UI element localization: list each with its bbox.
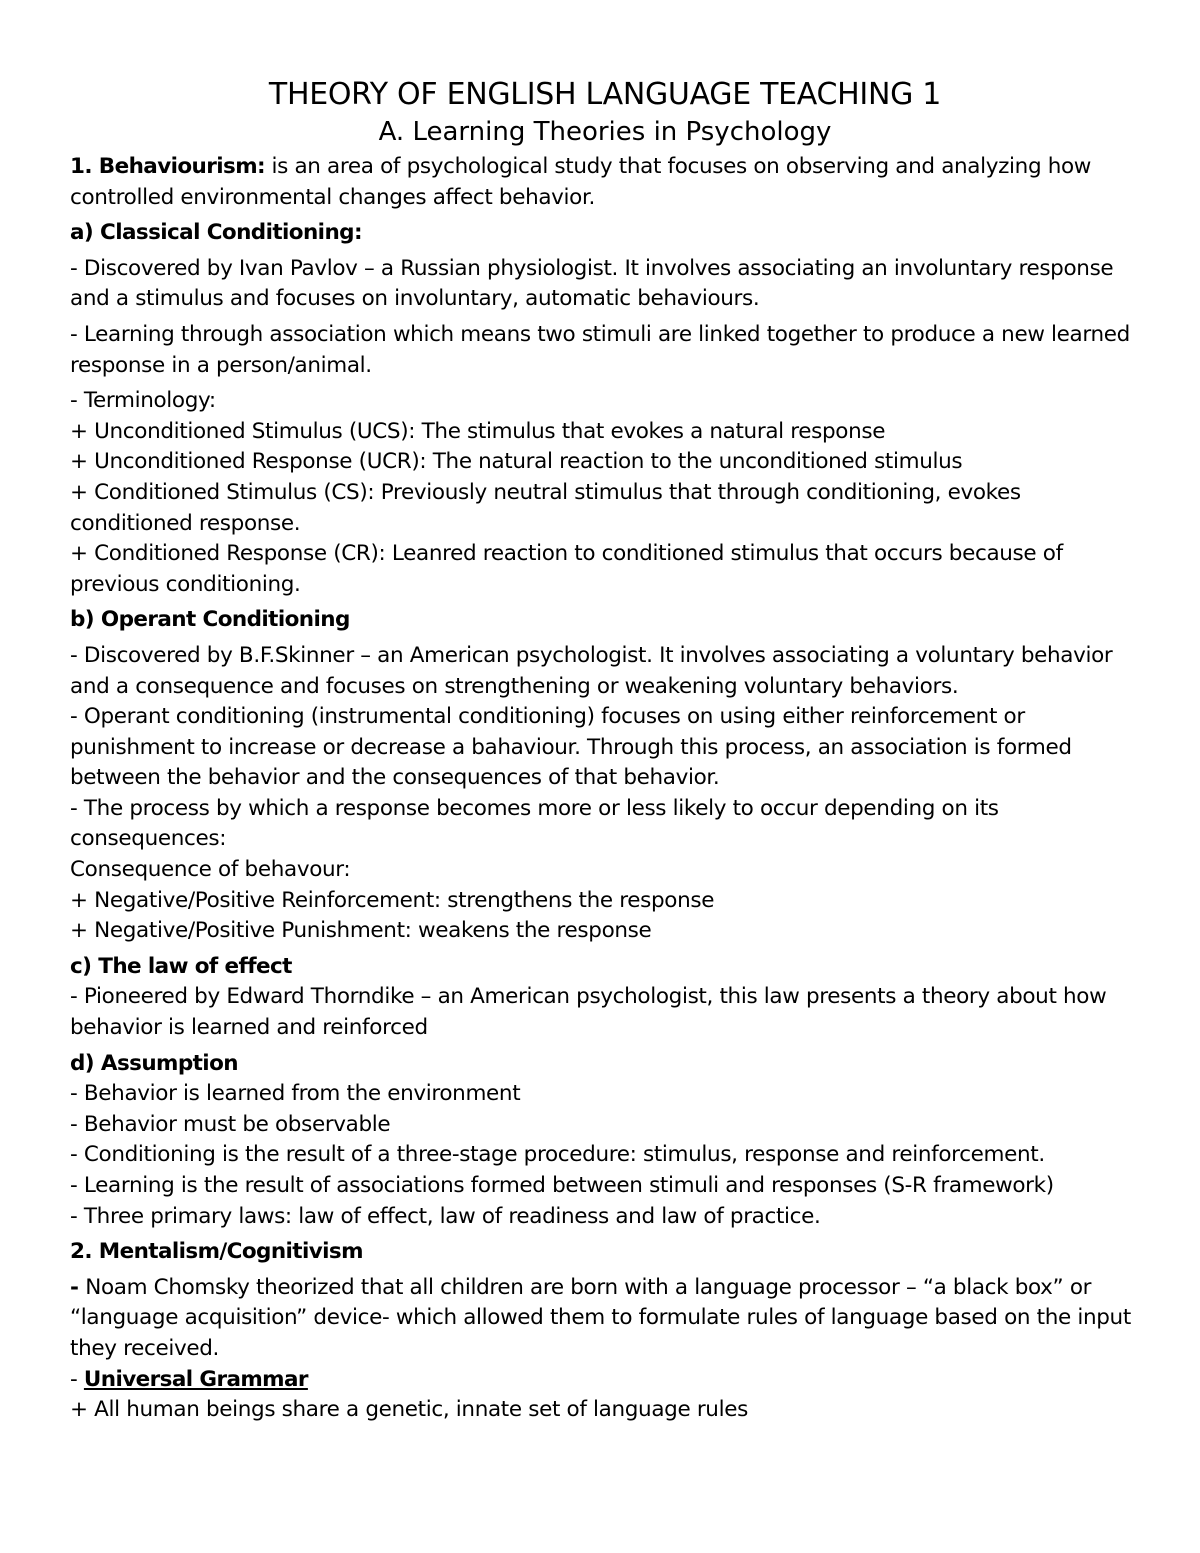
- mentalism-heading: 2. Mentalism/Cognitivism: [70, 1239, 363, 1265]
- consequence-label: Consequence of behavour:: [70, 857, 351, 883]
- term-ucs: + Unconditioned Stimulus (UCS): The stimulus that evokes a natural response: [70, 418, 886, 444]
- universal-grammar-label: Universal Grammar: [83, 1366, 308, 1392]
- assumption-heading: d) Assumption: [70, 1050, 238, 1076]
- operant-heading: b) Operant Conditioning: [70, 607, 350, 633]
- term-cs: + Conditioned Stimulus (CS): Previously neutral stimulus that through conditioning, evokes conditioned response.: [70, 479, 1021, 536]
- universal-grammar-line: [70, 1365, 1140, 1396]
- assumption-item: - Learning is the result of associations formed between stimuli and responses (S-R framework): [70, 1173, 1054, 1198]
- ug-dash: -: [70, 1366, 84, 1392]
- law-of-effect-p1: - Pioneered by Edward Thorndike – an American psychologist, this law presents a theory about how behavior is learned and reinforced: [70, 984, 1107, 1041]
- reinforcement-item: + Negative/Positive Reinforcement: strengthens the response: [70, 887, 715, 913]
- assumption-item: - Behavior must be observable: [70, 1111, 391, 1137]
- section-subtitle: A. Learning Theories in Psychology: [378, 117, 832, 147]
- law-of-effect-heading: c) The law of effect: [70, 953, 292, 979]
- mentalism-p1: [70, 1273, 1140, 1365]
- behaviourism-paragraph: [70, 152, 1140, 213]
- term-cr: + Conditioned Response (CR): Leanred reaction to conditioned stimulus that occurs because of previous conditioning.: [70, 541, 1063, 597]
- assumption-item: - Conditioning is the result of a three-stage procedure: stimulus, response and reinforcement.: [70, 1142, 1045, 1168]
- operant-p1: - Discovered by B.F.Skinner – an American psychologist. It involves associating a voluntary behavior and a consequence and focuses on strengthening or weakening voluntary behaviors.: [70, 642, 1113, 699]
- classical-heading: a) Classical Conditioning:: [70, 220, 362, 246]
- document-page: [70, 76, 1140, 1426]
- terminology-label: - Terminology:: [70, 388, 216, 414]
- classical-p1: - Discovered by Ivan Pavlov – a Russian physiologist. It involves associating an involuntary response and a stimulus and focuses on involuntary, automatic behaviours.: [70, 255, 1114, 312]
- operant-p3: - The process by which a response becomes more or less likely to occur depending on its consequences:: [70, 795, 999, 852]
- punishment-item: + Negative/Positive Punishment: weakens the response: [70, 918, 652, 944]
- classical-p2: - Learning through association which means two stimuli are linked together to produce a new learned response in a person/animal.: [70, 321, 1130, 378]
- mentalism-dash: -: [70, 1274, 86, 1300]
- universal-grammar-item: + All human beings share a genetic, innate set of language rules: [70, 1397, 748, 1423]
- document-title: THEORY OF ENGLISH LANGUAGE TEACHING 1: [268, 77, 942, 112]
- behaviourism-definition: is an area of psychological study that focuses on observing and analyzing how controlled environmental changes affect behavior.: [70, 154, 1092, 210]
- behaviourism-term: 1. Behaviourism:: [70, 154, 266, 179]
- mentalism-text: Noam Chomsky theorized that all children are born with a language processor – “a black box” or “language acquisition” device- which allowed them to formulate rules of language based on the input they received.: [70, 1274, 1131, 1361]
- assumption-item: - Three primary laws: law of effect, law of readiness and law of practice.: [70, 1203, 821, 1229]
- assumption-item: - Behavior is learned from the environment: [70, 1081, 521, 1107]
- operant-p2: - Operant conditioning (instrumental conditioning) focuses on using either reinforcement or punishment to increase or decrease a bahaviour. Through this process, an association is formed between the behavior and the consequences of that behavior.: [70, 704, 1072, 791]
- term-ucr: + Unconditioned Response (UCR): The natural reaction to the unconditioned stimulus: [70, 449, 963, 475]
